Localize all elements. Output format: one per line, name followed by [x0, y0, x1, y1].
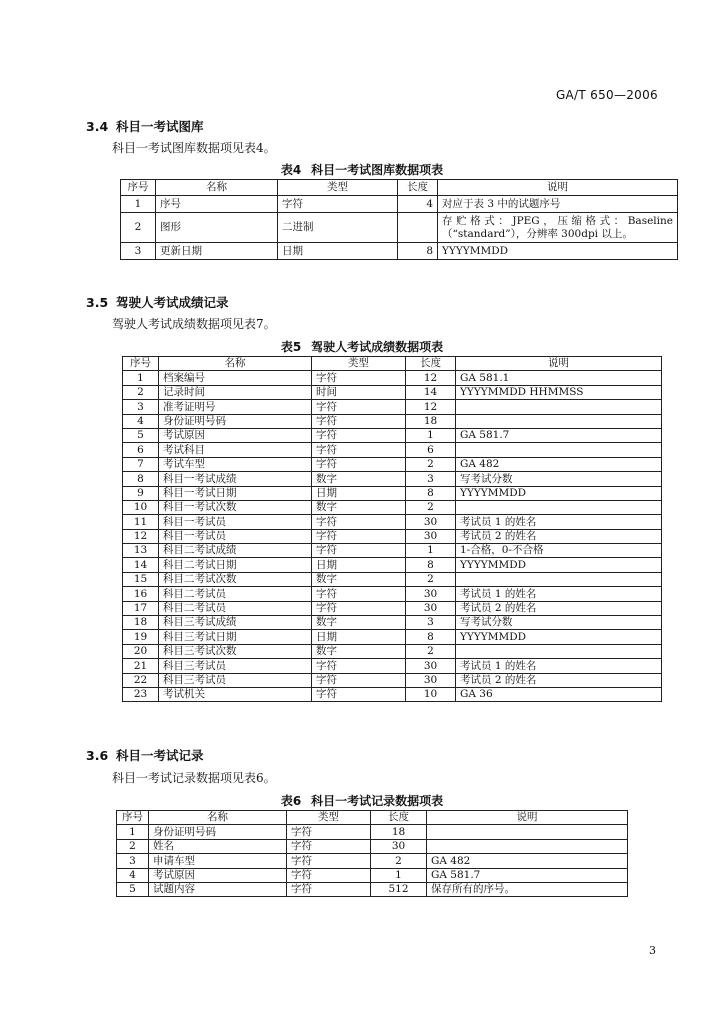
cell-name: 科目二考试员	[159, 587, 312, 601]
cell-name: 更新日期	[156, 243, 278, 260]
cell-name: 考试机关	[159, 687, 312, 701]
table-row	[123, 371, 662, 385]
cell-index: 12	[123, 529, 159, 543]
cell-type: 日期	[278, 243, 398, 260]
table-caption-6	[0, 792, 724, 809]
cell-length: 30	[406, 515, 456, 529]
column-header: 序号	[117, 811, 149, 825]
cell-index: 16	[123, 587, 159, 601]
column-header: 序号	[123, 357, 159, 371]
table-row	[123, 486, 662, 500]
cell-type: 时间	[312, 385, 406, 399]
column-header: 说明	[427, 811, 628, 825]
cell-type: 字符	[287, 882, 371, 896]
cell-index: 9	[123, 486, 159, 500]
cell-name: 身份证明号码	[149, 825, 287, 839]
cell-type: 字符	[312, 529, 406, 543]
cell-type: 字符	[312, 457, 406, 471]
table-row	[123, 644, 662, 658]
column-header: 类型	[312, 357, 406, 371]
cell-index: 1	[123, 371, 159, 385]
table-row	[123, 687, 662, 701]
standard-code-header: GA/T 650—2006	[555, 88, 658, 102]
cell-description: GA 581.7	[456, 428, 662, 442]
cell-index: 2	[123, 385, 159, 399]
column-header: 类型	[287, 811, 371, 825]
column-header: 名称	[149, 811, 287, 825]
cell-length: 2	[371, 854, 427, 868]
cell-description: 写考试分数	[456, 616, 662, 630]
column-header: 长度	[406, 357, 456, 371]
cell-type: 字符	[312, 601, 406, 615]
cell-length: 1	[406, 428, 456, 442]
cell-length	[398, 213, 438, 243]
cell-name: 考试原因	[149, 868, 287, 882]
cell-name: 科目三考试次数	[159, 644, 312, 658]
cell-name: 身份证明号码	[159, 414, 312, 428]
page-number: 3	[649, 944, 656, 957]
cell-name: 科目一考试员	[159, 515, 312, 529]
cell-description: 保存所有的序号。	[427, 882, 628, 896]
table-row	[123, 529, 662, 543]
cell-length: 30	[406, 587, 456, 601]
cell-description	[456, 572, 662, 586]
cell-index: 1	[121, 196, 156, 213]
column-header: 长度	[371, 811, 427, 825]
cell-index: 5	[117, 882, 149, 896]
section-heading-3-5	[86, 293, 229, 311]
cell-description	[456, 443, 662, 457]
cell-description: 考试员 1 的姓名	[456, 587, 662, 601]
cell-type: 字符	[312, 673, 406, 687]
table-row	[123, 400, 662, 414]
table-row	[123, 572, 662, 586]
cell-length: 3	[406, 472, 456, 486]
cell-length: 3	[406, 616, 456, 630]
caption-title: 科目一考试图库数据项表	[311, 163, 444, 177]
table-5	[122, 356, 662, 702]
cell-length: 1	[406, 544, 456, 558]
cell-name: 科目二考试次数	[159, 572, 312, 586]
cell-name: 科目三考试员	[159, 673, 312, 687]
cell-type: 日期	[312, 558, 406, 572]
table-row	[123, 500, 662, 514]
cell-index: 3	[123, 400, 159, 414]
cell-description: GA 581.7	[427, 868, 628, 882]
cell-name: 科目一考试成绩	[159, 472, 312, 486]
cell-name: 姓名	[149, 839, 287, 853]
column-header: 类型	[278, 180, 398, 196]
cell-length: 1	[371, 868, 427, 882]
cell-description	[456, 500, 662, 514]
cell-description: YYYYMMDD	[456, 630, 662, 644]
cell-name: 科目一考试次数	[159, 500, 312, 514]
cell-name: 科目三考试日期	[159, 630, 312, 644]
cell-type: 数字	[312, 644, 406, 658]
cell-index: 4	[117, 868, 149, 882]
column-header: 长度	[398, 180, 438, 196]
table-row	[123, 544, 662, 558]
table-row	[123, 659, 662, 673]
table-row	[123, 443, 662, 457]
table-row	[123, 385, 662, 399]
cell-length: 4	[398, 196, 438, 213]
cell-length: 2	[406, 457, 456, 471]
cell-description: 存贮格式：JPEG，压缩格式：Baseline（“standard”），分辨率 300dpi 以上。	[438, 213, 678, 243]
table-row	[121, 243, 678, 260]
table-row	[123, 673, 662, 687]
cell-type: 数字	[312, 616, 406, 630]
cell-description: 考试员 1 的姓名	[456, 659, 662, 673]
cell-name: 考试科目	[159, 443, 312, 457]
cell-length: 8	[406, 558, 456, 572]
cell-name: 科目三考试成绩	[159, 616, 312, 630]
cell-index: 17	[123, 601, 159, 615]
cell-type: 字符	[312, 414, 406, 428]
section-number: 3.6	[86, 748, 109, 763]
cell-length: 30	[406, 529, 456, 543]
cell-index: 3	[121, 243, 156, 260]
table-caption-4	[0, 161, 724, 178]
table-header-row	[121, 180, 678, 196]
cell-index: 22	[123, 673, 159, 687]
cell-index: 8	[123, 472, 159, 486]
cell-description	[427, 825, 628, 839]
cell-type: 数字	[312, 572, 406, 586]
cell-type: 字符	[312, 400, 406, 414]
cell-description: GA 36	[456, 687, 662, 701]
column-header: 说明	[438, 180, 678, 196]
table-row	[123, 428, 662, 442]
table-row	[117, 839, 628, 853]
table-row	[123, 457, 662, 471]
cell-index: 7	[123, 457, 159, 471]
cell-length: 2	[406, 500, 456, 514]
cell-type: 字符	[312, 659, 406, 673]
cell-type: 字符	[287, 839, 371, 853]
cell-name: 序号	[156, 196, 278, 213]
cell-description: GA 581.1	[456, 371, 662, 385]
cell-description: YYYYMMDD	[438, 243, 678, 260]
cell-index: 10	[123, 500, 159, 514]
cell-length: 30	[406, 673, 456, 687]
section-title: 科目一考试图库	[116, 119, 204, 134]
cell-length: 30	[406, 659, 456, 673]
cell-type: 字符	[312, 371, 406, 385]
cell-description: YYYYMMDD	[456, 486, 662, 500]
cell-name: 试题内容	[149, 882, 287, 896]
cell-description: GA 482	[456, 457, 662, 471]
cell-type: 日期	[312, 486, 406, 500]
cell-index: 5	[123, 428, 159, 442]
section-number: 3.5	[86, 295, 109, 310]
cell-type: 字符	[287, 825, 371, 839]
table-row	[117, 825, 628, 839]
cell-description: 对应于表 3 中的试题序号	[438, 196, 678, 213]
cell-name: 准考证明号	[159, 400, 312, 414]
cell-index: 13	[123, 544, 159, 558]
table-caption-5	[0, 338, 724, 355]
cell-index: 21	[123, 659, 159, 673]
caption-number: 表5	[280, 340, 302, 354]
cell-name: 考试车型	[159, 457, 312, 471]
caption-number: 表4	[280, 163, 302, 177]
cell-type: 字符	[278, 196, 398, 213]
cell-description: 考试员 2 的姓名	[456, 673, 662, 687]
cell-length: 8	[406, 630, 456, 644]
section-intro-3-6: 科目一考试记录数据项见表6。	[112, 771, 276, 785]
cell-length: 30	[406, 601, 456, 615]
cell-length: 12	[406, 400, 456, 414]
table-row	[121, 196, 678, 213]
cell-description: 考试员 1 的姓名	[456, 515, 662, 529]
caption-number: 表6	[280, 794, 302, 808]
cell-description	[427, 839, 628, 853]
section-intro-3-4: 科目一考试图库数据项见表4。	[112, 141, 276, 155]
cell-index: 3	[117, 854, 149, 868]
cell-name: 科目二考试日期	[159, 558, 312, 572]
cell-index: 23	[123, 687, 159, 701]
table-row	[123, 472, 662, 486]
table-row	[123, 616, 662, 630]
table-6	[116, 810, 628, 897]
table-row	[117, 882, 628, 896]
cell-name: 图形	[156, 213, 278, 243]
cell-index: 6	[123, 443, 159, 457]
table-row	[121, 213, 678, 243]
table-header-row	[117, 811, 628, 825]
cell-name: 考试原因	[159, 428, 312, 442]
cell-name: 科目一考试员	[159, 529, 312, 543]
cell-index: 11	[123, 515, 159, 529]
cell-type: 数字	[312, 472, 406, 486]
caption-title: 驾驶人考试成绩数据项表	[311, 340, 444, 354]
table-row	[117, 854, 628, 868]
cell-length: 18	[406, 414, 456, 428]
section-intro-3-5: 驾驶人考试成绩数据项见表7。	[112, 317, 276, 331]
cell-description: 写考试分数	[456, 472, 662, 486]
cell-length: 14	[406, 385, 456, 399]
table-row	[123, 601, 662, 615]
section-heading-3-4	[86, 117, 204, 135]
cell-description: 1-合格，0-不合格	[456, 544, 662, 558]
cell-description: GA 482	[427, 854, 628, 868]
cell-index: 20	[123, 644, 159, 658]
table-row	[123, 630, 662, 644]
cell-index: 4	[123, 414, 159, 428]
cell-type: 字符	[312, 544, 406, 558]
cell-description	[456, 644, 662, 658]
column-header: 名称	[159, 357, 312, 371]
cell-length: 6	[406, 443, 456, 457]
cell-length: 12	[406, 371, 456, 385]
cell-index: 18	[123, 616, 159, 630]
cell-length: 8	[398, 243, 438, 260]
cell-length: 512	[371, 882, 427, 896]
cell-index: 14	[123, 558, 159, 572]
cell-index: 2	[121, 213, 156, 243]
column-header: 序号	[121, 180, 156, 196]
cell-type: 字符	[312, 428, 406, 442]
cell-length: 2	[406, 572, 456, 586]
cell-description: 考试员 2 的姓名	[456, 529, 662, 543]
cell-index: 2	[117, 839, 149, 853]
cell-type: 字符	[312, 515, 406, 529]
cell-description: YYYYMMDD	[456, 558, 662, 572]
section-title: 科目一考试记录	[116, 748, 204, 763]
caption-title: 科目一考试记录数据项表	[311, 794, 444, 808]
table-row	[123, 587, 662, 601]
cell-description: YYYYMMDD HHMMSS	[456, 385, 662, 399]
cell-type: 字符	[312, 587, 406, 601]
cell-name: 申请车型	[149, 854, 287, 868]
cell-name: 科目二考试成绩	[159, 544, 312, 558]
cell-length: 30	[371, 839, 427, 853]
cell-name: 科目一考试日期	[159, 486, 312, 500]
cell-name: 记录时间	[159, 385, 312, 399]
cell-type: 二进制	[278, 213, 398, 243]
cell-description	[456, 400, 662, 414]
cell-type: 日期	[312, 630, 406, 644]
table-row	[117, 868, 628, 882]
cell-name: 科目二考试员	[159, 601, 312, 615]
cell-name: 科目三考试员	[159, 659, 312, 673]
section-heading-3-6	[86, 746, 204, 764]
column-header: 说明	[456, 357, 662, 371]
cell-description	[456, 414, 662, 428]
cell-length: 10	[406, 687, 456, 701]
cell-type: 字符	[287, 854, 371, 868]
column-header: 名称	[156, 180, 278, 196]
cell-type: 数字	[312, 500, 406, 514]
section-number: 3.4	[86, 119, 109, 134]
cell-description: 考试员 2 的姓名	[456, 601, 662, 615]
cell-type: 字符	[312, 687, 406, 701]
cell-length: 2	[406, 644, 456, 658]
cell-type: 字符	[287, 868, 371, 882]
table-row	[123, 414, 662, 428]
table-row	[123, 515, 662, 529]
table-row	[123, 558, 662, 572]
table-header-row	[123, 357, 662, 371]
cell-type: 字符	[312, 443, 406, 457]
cell-length: 8	[406, 486, 456, 500]
table-4	[120, 179, 678, 260]
cell-name: 档案编号	[159, 371, 312, 385]
cell-index: 19	[123, 630, 159, 644]
cell-length: 18	[371, 825, 427, 839]
section-title: 驾驶人考试成绩记录	[116, 295, 229, 310]
cell-index: 15	[123, 572, 159, 586]
cell-index: 1	[117, 825, 149, 839]
